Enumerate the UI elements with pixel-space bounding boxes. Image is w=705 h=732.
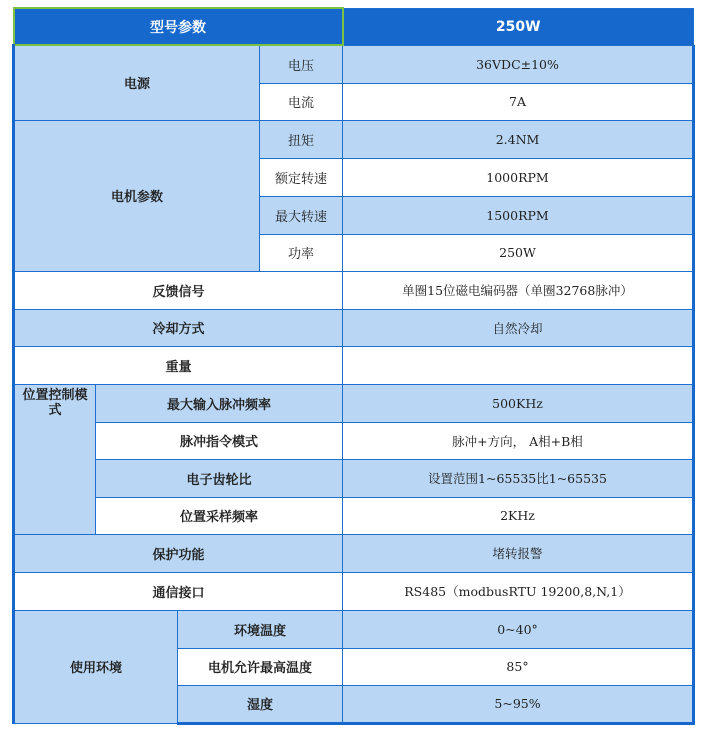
- current-value: 7A: [343, 83, 694, 120]
- max-pulse-freq-value: 500KHz: [343, 384, 694, 422]
- table-row: [14, 497, 694, 534]
- cooling-label: 冷却方式: [14, 309, 343, 346]
- sampling-freq-value: 2KHz: [343, 497, 694, 534]
- max-pulse-freq-label: 最大输入脉冲频率: [96, 384, 343, 422]
- motor-label: 电机参数: [14, 120, 260, 271]
- protection-value: 堵转报警: [343, 534, 694, 572]
- table-row: [14, 422, 694, 459]
- weight-label: 重量: [14, 346, 343, 384]
- feedback-value: 单圈15位磁电编码器（单圈32768脉冲）: [343, 271, 694, 309]
- torque-label: 扭矩: [260, 120, 343, 158]
- header-label: 型号参数: [14, 8, 343, 45]
- protection-label: 保护功能: [14, 534, 343, 572]
- gear-ratio-label: 电子齿轮比: [96, 459, 343, 497]
- rated-speed-value: 1000RPM: [343, 158, 694, 196]
- humidity-label: 湿度: [178, 685, 343, 723]
- comm-label: 通信接口: [14, 572, 343, 610]
- pulse-mode-value: 脉冲+方向， A相+B相: [343, 422, 694, 459]
- rated-speed-label: 额定转速: [260, 158, 343, 196]
- table-row: [14, 610, 694, 648]
- position-control-label: 位置控制模式: [14, 384, 96, 534]
- header-row: [14, 8, 694, 45]
- max-motor-temp-label: 电机允许最高温度: [178, 648, 343, 685]
- motor-power-value: 250W: [343, 234, 694, 271]
- spec-table: [12, 7, 695, 725]
- table-row: [14, 45, 694, 83]
- table-row: [14, 384, 694, 422]
- max-speed-label: 最大转速: [260, 196, 343, 234]
- ambient-temp-value: 0~40°: [343, 610, 694, 648]
- ambient-temp-label: 环境温度: [178, 610, 343, 648]
- feedback-label: 反馈信号: [14, 271, 343, 309]
- weight-value: [343, 346, 694, 384]
- comm-value: RS485（modbusRTU 19200,8,N,1）: [343, 572, 694, 610]
- gear-ratio-value: 设置范围1~65535比1~65535: [343, 459, 694, 497]
- table-row: [14, 534, 694, 572]
- max-speed-value: 1500RPM: [343, 196, 694, 234]
- power-label: 电源: [14, 45, 260, 120]
- motor-power-label: 功率: [260, 234, 343, 271]
- table-row: [14, 459, 694, 497]
- table-row: [14, 309, 694, 346]
- voltage-label: 电压: [260, 45, 343, 83]
- voltage-value: 36VDC±10%: [343, 45, 694, 83]
- cooling-value: 自然冷却: [343, 309, 694, 346]
- torque-value: 2.4NM: [343, 120, 694, 158]
- max-motor-temp-value: 85°: [343, 648, 694, 685]
- environment-label: 使用环境: [14, 610, 178, 723]
- header-model: 250W: [343, 8, 694, 45]
- pulse-mode-label: 脉冲指令模式: [96, 422, 343, 459]
- table-row: [14, 346, 694, 384]
- table-row: [14, 271, 694, 309]
- table-row: [14, 120, 694, 158]
- humidity-value: 5~95%: [343, 685, 694, 723]
- current-label: 电流: [260, 83, 343, 120]
- table-row: [14, 572, 694, 610]
- sampling-freq-label: 位置采样频率: [96, 497, 343, 534]
